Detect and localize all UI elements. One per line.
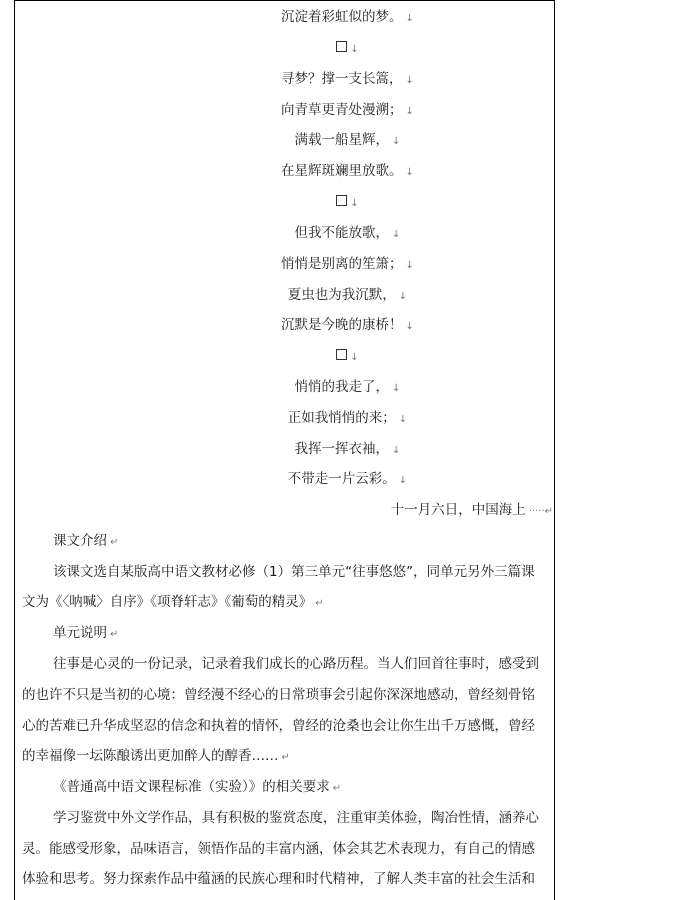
poem-line: 我挥一挥衣袖， ↓ xyxy=(294,441,401,457)
poem-line: 向青草更青处漫溯； ↓ xyxy=(281,102,414,118)
standard-heading: 《普通高中语文课程标准（实验）》的相关要求 ↵ xyxy=(53,779,342,795)
stanza-break: ↓ xyxy=(0,39,695,59)
unit-paragraph-line: 心的苦难已升华成坚忍的信念和执着的情怀，曾经的沧桑也会让你生出千万感慨，曾经 xyxy=(22,718,535,734)
intro-paragraph-line: 文为《〈呐喊〉自序》《项脊轩志》《葡萄的精灵》 ↵ xyxy=(22,594,324,610)
unit-paragraph-line: 往事是心灵的一份记录，记录着我们成长的心路历程。当人们回首往事时，感受到 xyxy=(53,656,539,672)
poem-line: 不带走一片云彩。 ↓ xyxy=(287,471,408,487)
unit-paragraph-line: 的幸福像一坛陈酿诱出更加醉人的醇香…… ↵ xyxy=(22,748,290,764)
poem-line: 沉淀着彩虹似的梦。 ↓ xyxy=(281,9,414,25)
poem-line: 夏虫也为我沉默， ↓ xyxy=(287,287,408,303)
intro-heading: 课文介绍 ↵ xyxy=(53,533,119,549)
poem-line: 悄悄的我走了， ↓ xyxy=(294,379,401,395)
stanza-break-box-icon xyxy=(336,195,347,206)
dateline: 十一月六日，中国海上 ·····↵ xyxy=(390,502,553,518)
poem-line: 沉默是今晚的康桥！ ↓ xyxy=(281,317,414,333)
stanza-break-box-icon xyxy=(336,41,347,52)
stanza-break: ↓ xyxy=(0,347,695,367)
stanza-break-box-icon xyxy=(336,349,347,360)
poem-line: 满载一船星辉， ↓ xyxy=(294,132,401,148)
poem-line: 寻梦？撑一支长篙， ↓ xyxy=(281,71,414,87)
stanza-break: ↓ xyxy=(0,193,695,213)
poem-line: 正如我悄悄的来； ↓ xyxy=(287,410,408,426)
intro-paragraph-line: 该课文选自某版高中语文教材必修（1）第三单元“往事悠悠”，同单元另外三篇课 xyxy=(53,564,535,580)
unit-heading: 单元说明 ↵ xyxy=(53,625,119,641)
standard-paragraph-line: 灵。能感受形象，品味语言，领悟作品的丰富内涵，体会其艺术表现力，有自己的情感 xyxy=(22,841,535,857)
standard-paragraph-line: 体验和思考。努力探索作品中蕴涵的民族心理和时代精神，了解人类丰富的社会生活和 xyxy=(22,871,535,887)
standard-paragraph-line: 学习鉴赏中外文学作品，具有积极的鉴赏态度，注重审美体验，陶冶性情，涵养心 xyxy=(53,810,539,826)
poem-line: 但我不能放歌， ↓ xyxy=(294,225,401,241)
unit-paragraph-line: 的也许不只是当初的心境：曾经漫不经心的日常琐事会引起你深深地感动，曾经刻骨铭 xyxy=(22,687,535,703)
poem-line: 悄悄是别离的笙箫； ↓ xyxy=(281,256,414,272)
poem-line: 在星辉斑斓里放歌。 ↓ xyxy=(281,163,414,179)
